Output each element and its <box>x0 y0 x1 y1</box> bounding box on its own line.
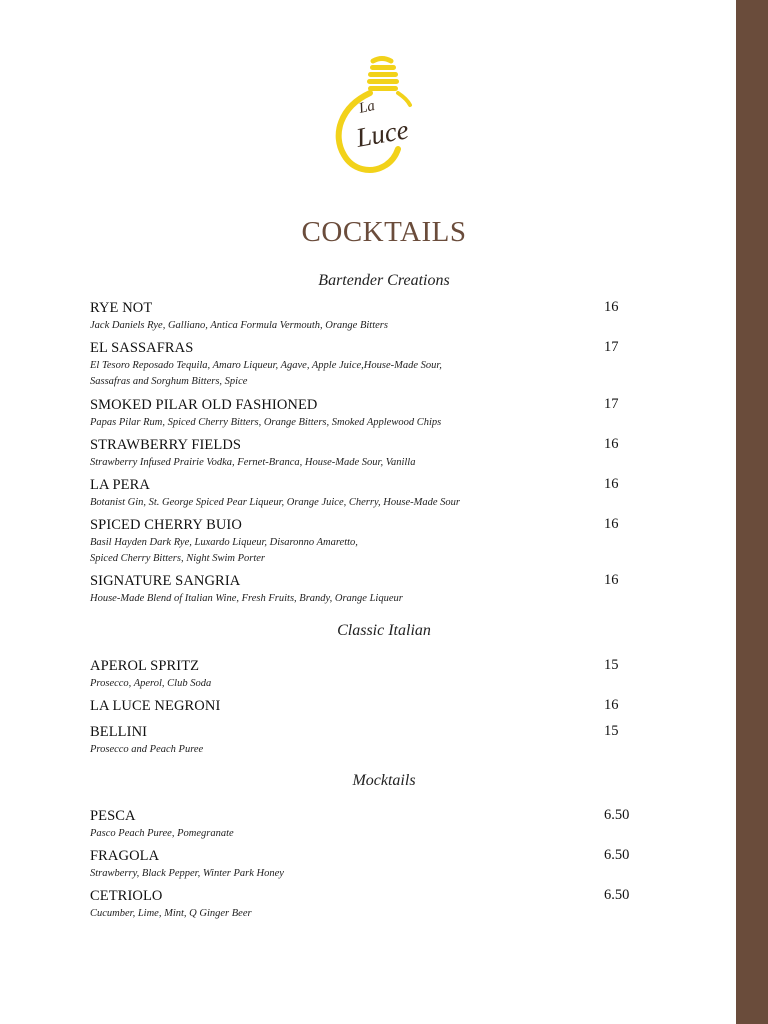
menu-item <box>90 723 635 758</box>
item-description: House-Made Blend of Italian Wine, Fresh Fruits, Brandy, Orange Liqueur <box>90 593 403 604</box>
menu-item <box>90 572 635 607</box>
item-name: BELLINI <box>90 724 148 740</box>
menu-item <box>90 887 635 922</box>
item-description: Jack Daniels Rye, Galliano, Antica Formula Vermouth, Orange Bitters <box>90 320 388 331</box>
item-price: 17 <box>604 396 619 412</box>
item-description: El Tesoro Reposado Tequila, Amaro Liqueur, Agave, Apple Juice,House-Made Sour, <box>90 360 442 371</box>
section-title-bartender-creations: Bartender Creations <box>318 272 450 289</box>
menu-item <box>90 436 635 471</box>
item-description: Strawberry, Black Pepper, Winter Park Honey <box>90 868 284 879</box>
item-price: 16 <box>604 299 619 315</box>
section-title-classic-italian: Classic Italian <box>337 622 431 639</box>
item-price: 6.50 <box>604 807 630 823</box>
menu-item <box>90 657 635 692</box>
item-price: 6.50 <box>604 847 630 863</box>
menu-item <box>90 516 635 567</box>
item-description: Cucumber, Lime, Mint, Q Ginger Beer <box>90 908 252 919</box>
item-description: Spiced Cherry Bitters, Night Swim Porter <box>90 553 265 564</box>
item-description: Strawberry Infused Prairie Vodka, Fernet-Branca, House-Made Sour, Vanilla <box>90 457 416 468</box>
svg-text:Luce: Luce <box>353 114 411 153</box>
item-description: Pasco Peach Puree, Pomegranate <box>90 828 234 839</box>
item-name: SPICED CHERRY BUIO <box>90 517 242 533</box>
menu-item <box>90 339 635 390</box>
lightbulb-logo-icon <box>330 55 440 180</box>
item-name: APEROL SPRITZ <box>90 658 200 674</box>
side-color-bar <box>736 0 768 1024</box>
menu-item <box>90 476 635 511</box>
item-name: STRAWBERRY FIELDS <box>90 437 242 453</box>
item-description: Papas Pilar Rum, Spiced Cherry Bitters, Orange Bitters, Smoked Applewood Chips <box>90 417 442 428</box>
item-description: Basil Hayden Dark Rye, Luxardo Liqueur, Disaronno Amaretto, <box>90 537 358 548</box>
menu-item <box>90 396 635 431</box>
item-name: SIGNATURE SANGRIA <box>90 573 241 589</box>
item-description: Sassafras and Sorghum Bitters, Spice <box>90 376 248 387</box>
item-name: SMOKED PILAR OLD FASHIONED <box>90 397 318 413</box>
item-name: FRAGOLA <box>90 848 160 864</box>
la-luce-logo <box>330 55 440 180</box>
svg-text:La: La <box>357 97 377 117</box>
item-name: LA LUCE NEGRONI <box>90 698 221 714</box>
item-name: PESCA <box>90 808 136 824</box>
item-description: Prosecco and Peach Puree <box>90 744 204 755</box>
item-price: 16 <box>604 697 619 713</box>
item-price: 6.50 <box>604 887 630 903</box>
menu-item <box>90 697 635 716</box>
item-price: 16 <box>604 476 619 492</box>
item-price: 15 <box>604 723 619 739</box>
menu-item <box>90 847 635 882</box>
section-title-mocktails: Mocktails <box>352 772 416 789</box>
item-description: Botanist Gin, St. George Spiced Pear Liqueur, Orange Juice, Cherry, House-Made Sour <box>90 497 460 508</box>
item-description: Prosecco, Aperol, Club Soda <box>90 678 212 689</box>
menu-item <box>90 807 635 842</box>
item-name: EL SASSAFRAS <box>90 340 194 356</box>
item-price: 16 <box>604 516 619 532</box>
menu-item <box>90 299 635 334</box>
item-name: RYE NOT <box>90 300 153 316</box>
item-price: 17 <box>604 339 619 355</box>
item-price: 16 <box>604 436 619 452</box>
item-name: CETRIOLO <box>90 888 163 904</box>
item-price: 15 <box>604 657 619 673</box>
item-name: LA PERA <box>90 477 150 493</box>
menu-title: COCKTAILS <box>301 216 467 248</box>
item-price: 16 <box>604 572 619 588</box>
